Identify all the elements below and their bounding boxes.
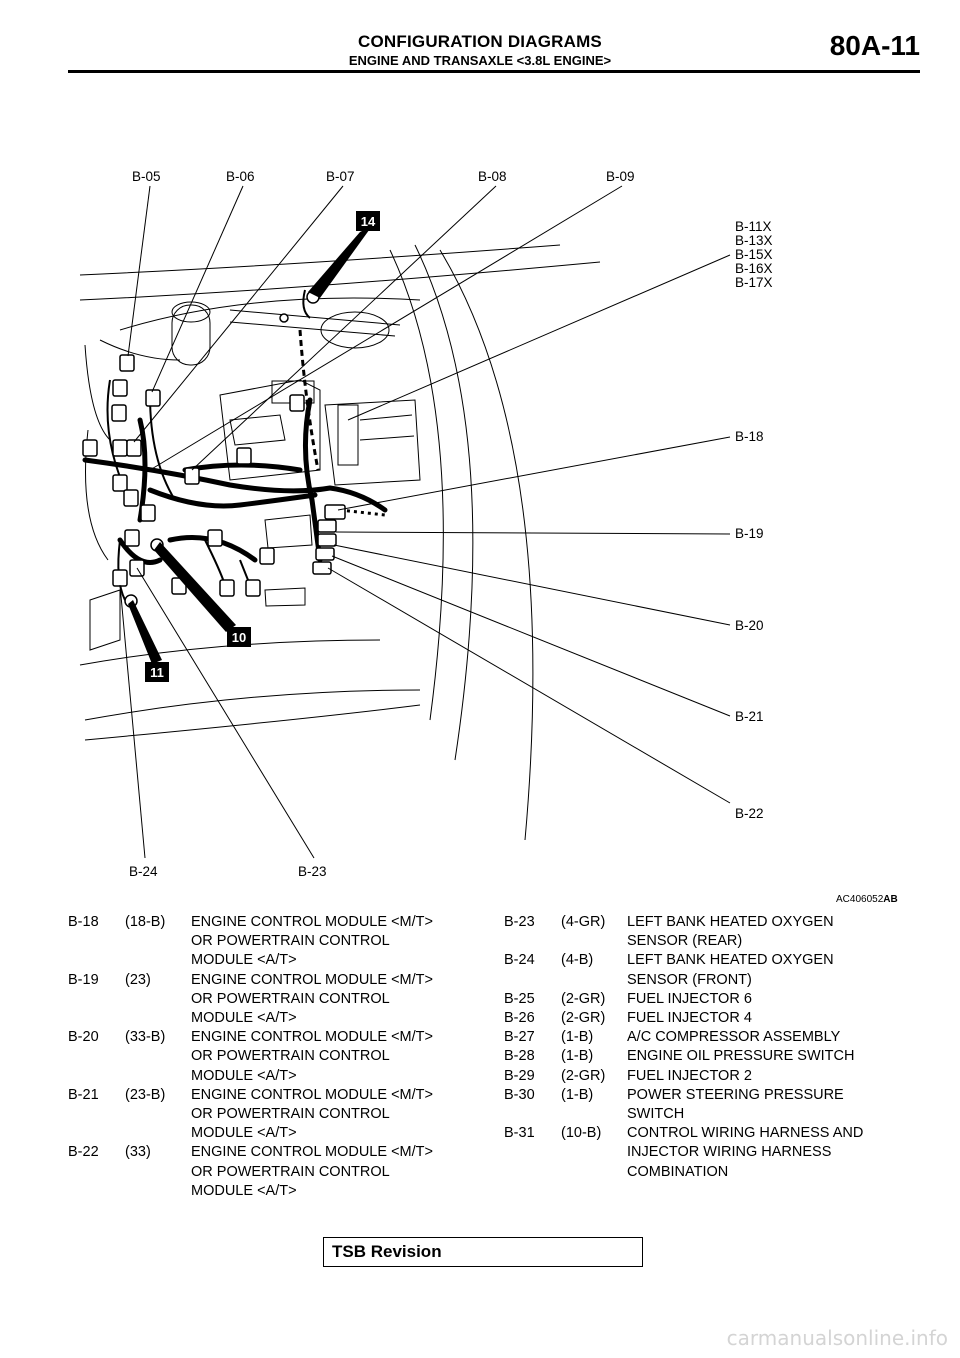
callout-b19: B-19 (735, 526, 764, 541)
connector-spec: (33) (125, 1144, 151, 1161)
connector-description: ENGINE CONTROL MODULE <M/T> OR POWERTRAIN CONTROL MODULE <A/T> (191, 1144, 433, 1199)
connector-code: B-19 (68, 971, 99, 988)
legend-row (504, 1124, 924, 1182)
ground-label-10: 10 (231, 630, 247, 645)
connector-legend-left (68, 913, 478, 1201)
ground-label-14: 14 (360, 214, 376, 229)
legend-row (504, 990, 924, 1009)
figure-id-suffix: AB (883, 894, 898, 905)
callout-b20: B-20 (735, 618, 764, 633)
legend-row (68, 971, 478, 1029)
connector-description: ENGINE CONTROL MODULE <M/T> OR POWERTRAIN CONTROL MODULE <A/T> (191, 914, 433, 969)
connector-code: B-22 (68, 1144, 99, 1161)
connector-spec: (1-B) (561, 1029, 594, 1046)
callout-b05: B-05 (132, 169, 161, 184)
connector-code: B-28 (504, 1048, 535, 1065)
callout-b16x: B-16X (735, 261, 773, 276)
figure-id-main: AC406052 (836, 894, 884, 905)
connector-code: B-26 (504, 1010, 535, 1027)
connector-spec: (4-B) (561, 952, 594, 969)
connector-spec: (2-GR) (561, 1010, 606, 1027)
connector-spec: (18-B) (125, 914, 166, 930)
connector-spec: (2-GR) (561, 990, 606, 1007)
callout-b11x: B-11X (735, 219, 772, 234)
legend-row (504, 1086, 924, 1124)
callout-b09: B-09 (606, 169, 635, 184)
ground-label-11: 11 (150, 665, 164, 680)
connector-code: B-29 (504, 1067, 535, 1084)
watermark: carmanualsonline.info (726, 1326, 948, 1350)
legend-row (504, 1067, 924, 1086)
legend-row (504, 913, 924, 951)
tsb-revision-box: TSB Revision (323, 1237, 643, 1267)
header-rule (68, 70, 920, 73)
callout-b18: B-18 (735, 429, 764, 444)
connector-description: ENGINE OIL PRESSURE SWITCH (627, 1048, 855, 1065)
legend-row (504, 951, 924, 989)
legend-row (68, 913, 478, 971)
connector-description: ENGINE CONTROL MODULE <M/T> OR POWERTRAIN CONTROL MODULE <A/T> (191, 971, 433, 1027)
connector-code: B-21 (68, 1086, 99, 1103)
connector-description: A/C COMPRESSOR ASSEMBLY (627, 1029, 841, 1046)
connector-spec: (4-GR) (561, 914, 606, 930)
connector-description: FUEL INJECTOR 2 (627, 1067, 752, 1084)
connector-description: LEFT BANK HEATED OXYGEN SENSOR (REAR) (627, 914, 834, 950)
connector-spec: (1-B) (561, 1086, 594, 1103)
connector-description: CONTROL WIRING HARNESS AND INJECTOR WIRING HARNESS COMBINATION (627, 1125, 864, 1180)
connector-description: POWER STEERING PRESSURE SWITCH (627, 1086, 844, 1123)
page-subtitle: ENGINE AND TRANSAXLE <3.8L ENGINE> (348, 53, 612, 68)
connector-spec: (23-B) (125, 1086, 166, 1103)
engine-harness-diagram (0, 150, 960, 890)
connector-code: B-30 (504, 1086, 535, 1103)
callout-b23: B-23 (298, 864, 327, 879)
connector-description: ENGINE CONTROL MODULE <M/T> OR POWERTRAIN CONTROL MODULE <A/T> (191, 1029, 433, 1084)
page-title: CONFIGURATION DIAGRAMS (358, 32, 602, 51)
legend-row (504, 1047, 924, 1066)
connector-spec: (10-B) (561, 1125, 602, 1142)
connector-description: LEFT BANK HEATED OXYGEN SENSOR (FRONT) (627, 952, 834, 988)
figure-id (836, 894, 898, 905)
legend-row (504, 1028, 924, 1047)
connector-code: B-23 (504, 914, 535, 930)
connector-description: ENGINE CONTROL MODULE <M/T> OR POWERTRAIN CONTROL MODULE <A/T> (191, 1086, 433, 1142)
callout-b06: B-06 (226, 169, 255, 184)
connector-code: B-27 (504, 1029, 535, 1046)
connector-spec: (23) (125, 971, 151, 988)
legend-row (68, 1143, 478, 1201)
connector-spec: (1-B) (561, 1048, 594, 1065)
connector-code: B-31 (504, 1125, 535, 1142)
connector-description: FUEL INJECTOR 6 (627, 990, 752, 1007)
connector-code: B-25 (504, 990, 535, 1007)
callout-b24: B-24 (129, 864, 158, 879)
callout-b15x: B-15X (735, 247, 773, 262)
connector-spec: (2-GR) (561, 1067, 606, 1084)
callout-b07: B-07 (326, 169, 355, 184)
connector-code: B-20 (68, 1029, 99, 1046)
page-number: 80A-11 (829, 30, 920, 61)
legend-row (68, 1028, 478, 1086)
callout-b22: B-22 (735, 806, 764, 821)
connector-legend-right (504, 913, 924, 1182)
callout-b08: B-08 (478, 169, 507, 184)
connector-code: B-24 (504, 952, 535, 969)
connector-description: FUEL INJECTOR 4 (627, 1010, 752, 1027)
callout-b21: B-21 (735, 709, 764, 724)
callout-b13x: B-13X (735, 233, 773, 248)
legend-row (68, 1086, 478, 1144)
legend-row (504, 1009, 924, 1028)
connector-spec: (33-B) (125, 1029, 166, 1046)
callout-b17x: B-17X (735, 275, 773, 290)
connector-code: B-18 (68, 914, 99, 930)
